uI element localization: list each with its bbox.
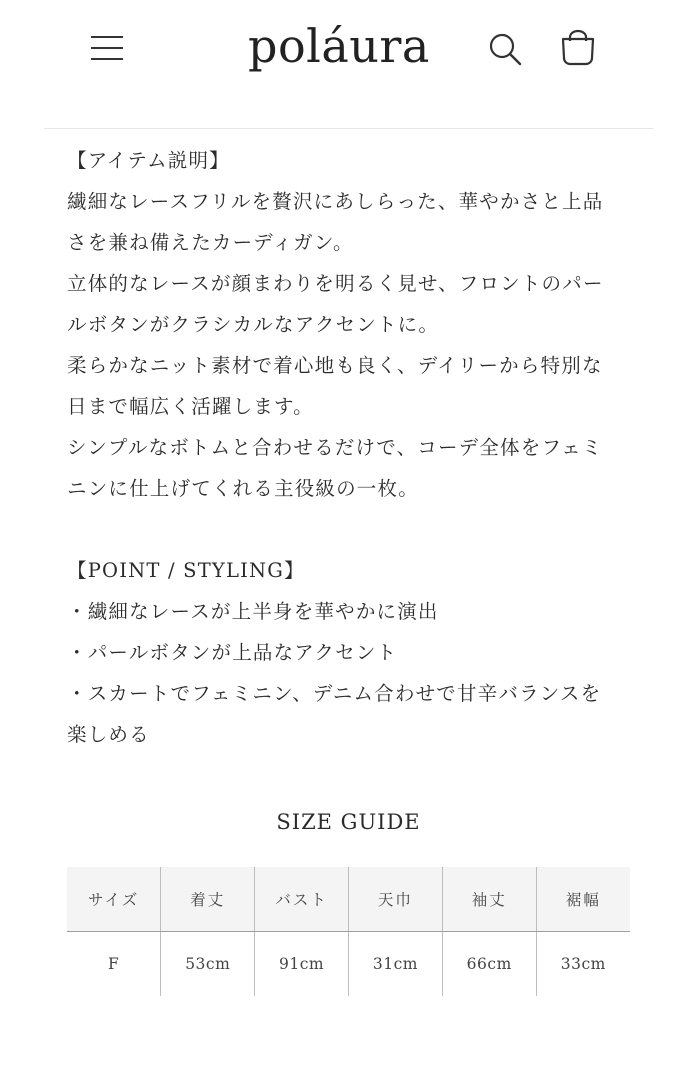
description-line: ルボタンがクラシカルなアクセントに。 [67,313,440,336]
site-logo[interactable]: poláura [248,19,430,73]
shopping-bag-icon[interactable] [558,28,598,68]
section-title-item-description: 【アイテム説明】 [67,149,230,172]
header-divider [44,128,654,129]
table-row [67,932,630,997]
header-cell-hem: 裾幅 [536,867,630,932]
table-cell: F [108,955,120,973]
description-line: 日まで幅広く活躍します。 [67,395,314,418]
table-cell: 33cm [536,932,630,997]
search-icon[interactable] [486,30,524,68]
header-cell-bust: バスト [255,867,349,932]
header-cell-length: 着丈 [161,867,255,932]
section-title-point-styling: 【POINT / STYLING】 [67,559,305,582]
hamburger-menu-icon[interactable] [90,32,124,64]
size-guide-table [67,867,630,996]
description-line: 柔らかなニット素材で着心地も良く、デイリーから特別な [67,354,603,377]
point-line: ・繊細なレースが上半身を華やかに演出 [67,600,439,623]
table-cell: 53cm [161,932,255,997]
point-line: ・スカートでフェミニン、デニム合わせで甘辛バランスを [67,682,602,705]
description-line: シンプルなボトムと合わせるだけで、コーデ全体をフェミ [67,436,603,459]
header-cell-shoulder: 天巾 [348,867,442,932]
point-line: 楽しめる [67,723,150,746]
description-line: ニンに仕上げてくれる主役級の一枚。 [67,477,419,500]
header-cell-size: サイズ [67,867,161,932]
point-line: ・パールボタンが上品なアクセント [67,641,398,664]
section-spacer [67,509,647,550]
header-cell-sleeve: 袖丈 [442,867,536,932]
table-cell: 31cm [348,932,442,997]
description-line: 繊細なレースフリルを贅沢にあしらった、華やかさと上品 [67,190,604,213]
site-header [0,0,697,100]
size-table-body [67,932,630,997]
description-line: 立体的なレースが顔まわりを明るく見せ、フロントのパー [67,272,604,295]
product-description [67,140,647,755]
size-table-header [67,867,630,932]
size-guide-title: SIZE GUIDE [276,810,421,834]
table-cell: 91cm [255,932,349,997]
table-cell: 66cm [442,932,536,997]
table-header-row [67,867,630,932]
description-line: さを兼ね備えたカーディガン。 [67,231,354,254]
